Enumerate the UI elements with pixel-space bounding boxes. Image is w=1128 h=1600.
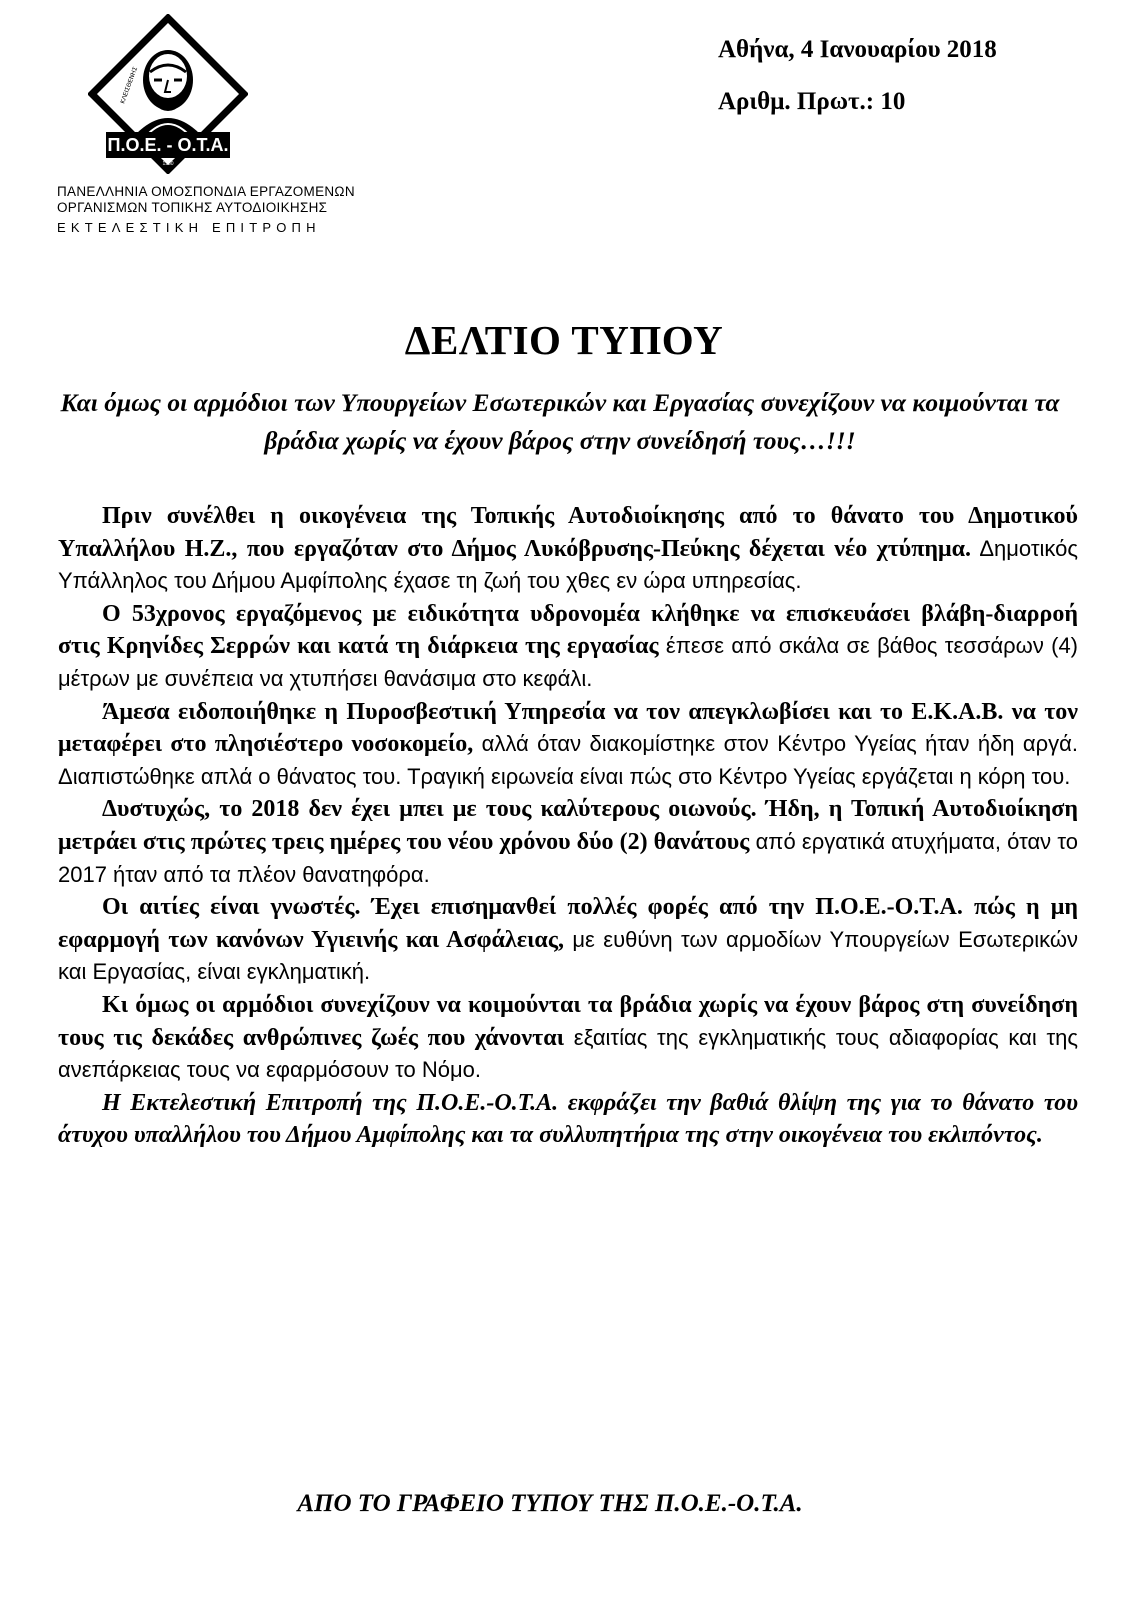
page-subtitle: Και όμως οι αρμόδιοι των Υπουργείων Εσωτερικών και Εργασίας συνεχίζουν να κοιμούνται τα βράδια χωρίς να έχουν βάρος στην συνείδησή τους…!!! [60, 388, 1060, 455]
paragraph-5-bold: Οι αιτίες είναι γνωστές. Έχει επισημανθεί πολλές φορές από την Π.Ο.Ε.-Ο.Τ.Α. πώς η μη εφαρμογή των κανόνων Υγιεινής και Ασφάλειας, [58, 894, 1078, 953]
paragraph-7: Η Εκτελεστική Επιτροπή της Π.Ο.Ε.-Ο.Τ.Α. εκφράζει την βαθιά θλίψη της για το θάνατο του άτυχου υπαλλήλου του Δήμου Αμφίπολης και τα συλλυπητήρια της στην οικογένεια του εκλιπόντος. [58, 1089, 1078, 1149]
paragraph-3 [58, 696, 1078, 794]
document-date: Αθήνα, 4 Ιανουαρίου 2018 [718, 36, 997, 63]
logo-text: Π.Ο.Ε. - Ο.Τ.Α. [107, 135, 229, 155]
paragraph-4-bold: Δυστυχώς, το 2018 δεν έχει μπει με τους καλύτερους οιωνούς. Ήδη, η Τοπική Αυτοδιοίκηση μετράει στις πρώτες τρεις ημέρες του νέου χρόνου δύο (2) θανάτους [58, 796, 1078, 855]
document-meta [718, 24, 997, 128]
paragraph-1-text: Δημοτικός Υπάλληλος του Δήμου Αμφίπολης έχασε τη ζωή του χθες εν ώρα υπηρεσίας. [58, 535, 1079, 594]
paragraph-5 [58, 891, 1078, 989]
org-line-2: ΟΡΓΑΝΙΣΜΩΝ ΤΟΠΙΚΗΣ ΑΥΤΟΔΙΟΙΚΗΣΗΣ [57, 200, 328, 215]
paragraph-3-text: αλλά όταν διακομίστηκε στον Κέντρο Υγείας ήταν ήδη αργά. Διαπιστώθηκε απλά ο θάνατος του. Τραγική ειρωνεία είναι πώς στο Κέντρο Υγείας εργάζεται η κόρη του. [58, 731, 1078, 789]
logo-year: 1950 [162, 161, 174, 167]
paragraph-1 [58, 500, 1078, 598]
paragraph-6 [58, 989, 1078, 1087]
paragraph-4 [58, 793, 1078, 891]
paragraph-6-text: εξαιτίας της εγκληματικής τους αδιαφορίας και της ανεπάρκειας τους να εφαρμόσουν το Νόμο. [58, 1024, 1078, 1083]
logo-name: ΚΛΕΙΣΘΕΝΗΣ [119, 65, 140, 105]
paragraph-2-text: έπεσε από σκάλα σε βάθος τεσσάρων (4) μέτρων με συνέπεια να χτυπήσει θανάσιμα στο κεφάλι. [58, 633, 1079, 691]
organization-name [57, 184, 355, 238]
protocol-number: Αριθμ. Πρωτ.: 10 [718, 88, 906, 115]
org-line-1: ΠΑΝΕΛΛΗΝΙΑ ΟΜΟΣΠΟΝΔΙΑ ΕΡΓΑΖΟΜΕΝΩΝ [57, 184, 355, 199]
logo-emblem-icon [88, 14, 248, 174]
poe-ota-logo [88, 14, 248, 174]
press-office-footer: ΑΠΟ ΤΟ ΓΡΑΦΕΙΟ ΤΥΠΟΥ ΤΗΣ Π.Ο.Ε.-Ο.Τ.Α. [297, 1490, 803, 1517]
paragraph-2 [58, 598, 1078, 696]
paragraph-2-bold: Ο 53χρονος εργαζόμενος με ειδικότητα υδρονομέα κλήθηκε να επισκευάσει βλάβη-διαρροή στις Κρηνίδες Σερρών και κατά τη διάρκεια της εργασίας [58, 600, 1078, 660]
paragraph-6-bold: Κι όμως οι αρμόδιοι συνεχίζουν να κοιμούνται τα βράδια χωρίς να έχουν βάρος στη συνείδηση τους τις δεκάδες ανθρώπινες ζωές που χάνονται [58, 991, 1078, 1051]
paragraph-5-text: με ευθύνη των αρμοδίων Υπουργείων Εσωτερικών και Εργασίας, είναι εγκληματική. [58, 926, 1078, 985]
paragraph-1-bold: Πριν συνέλθει η οικογένεια της Τοπικής Αυτοδιοίκησης από το θάνατο του Δημοτικού Υπαλλήλου Η.Ζ., που εργαζόταν στο Δήμος Λυκόβρυσης-Πεύκης δέχεται νέο χτύπημα. [58, 503, 1078, 562]
paragraph-4-text: από εργατικά ατυχήματα, όταν το 2017 ήταν από τα πλέον θανατηφόρα. [58, 828, 1078, 887]
paragraph-3-bold: Άμεσα ειδοποιήθηκε η Πυροσβεστική Υπηρεσία να τον απεγκλωβίσει και το Ε.Κ.Α.Β. να τον μεταφέρει στο πλησιέστερο νοσοκομείο, [58, 698, 1078, 758]
org-line-3: ΕΚΤΕΛΕΣΤΙΚΗ ΕΠΙΤΡΟΠΗ [57, 220, 321, 235]
document-body [58, 500, 1078, 1152]
page-title: ΔΕΛΤΙΟ ΤΥΠΟΥ [404, 317, 724, 363]
